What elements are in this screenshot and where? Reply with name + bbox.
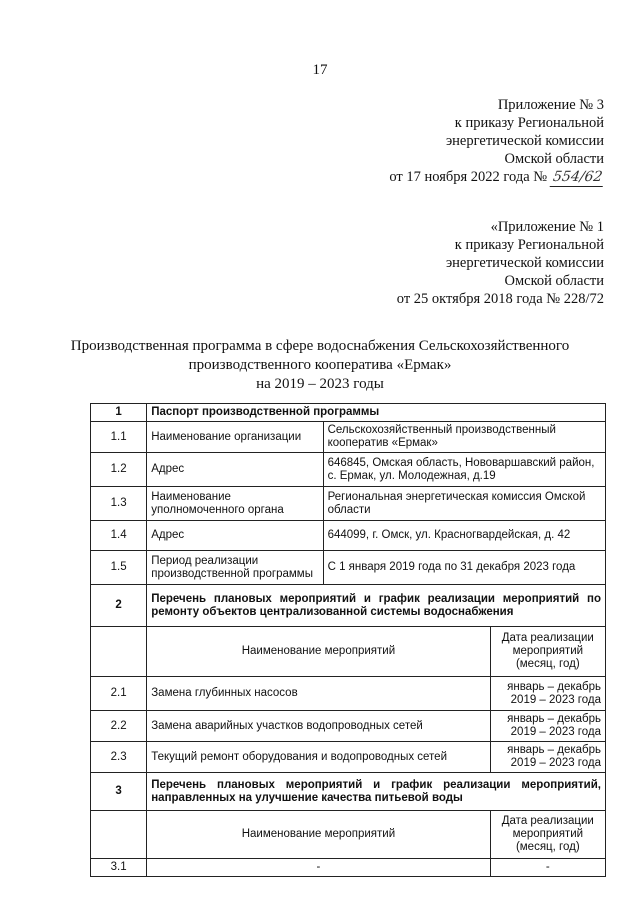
appendix-current-line3: энергетической комиссии bbox=[445, 133, 604, 149]
document-title bbox=[40, 337, 600, 394]
row-label: Период реализации производственной программы bbox=[147, 551, 323, 585]
row-name: Замена глубинных насосов bbox=[147, 677, 490, 711]
row-num: 2.2 bbox=[91, 711, 147, 742]
empty-cell bbox=[91, 627, 147, 677]
table-row bbox=[91, 551, 606, 585]
page-number: 17 bbox=[312, 62, 328, 78]
row-date: январь – декабрь 2019 – 2023 года bbox=[490, 677, 605, 711]
section1-num: 1 bbox=[91, 404, 147, 422]
row-value: Сельскохозяйственный производственный кооператив «Ермак» bbox=[323, 422, 605, 453]
row-value: 644099, г. Омск, ул. Красногвардейская, д. 42 bbox=[323, 521, 605, 551]
row-label: Адрес bbox=[147, 453, 323, 487]
table-row bbox=[91, 742, 606, 773]
appendix-original-line4: Омской области bbox=[504, 273, 604, 289]
row-date: - bbox=[490, 859, 605, 877]
section2-num: 2 bbox=[91, 585, 147, 627]
row-num: 1.1 bbox=[91, 422, 147, 453]
table-row bbox=[91, 677, 606, 711]
column-date-header: Дата реализации мероприятий (месяц, год) bbox=[490, 811, 605, 859]
row-num: 2.3 bbox=[91, 742, 147, 773]
appendix-current-line4: Омской области bbox=[504, 151, 604, 167]
section1-title: Паспорт производственной программы bbox=[147, 404, 606, 422]
row-label: Наименование уполномоченного органа bbox=[147, 487, 323, 521]
row-date: январь – декабрь 2019 – 2023 года bbox=[490, 711, 605, 742]
column-name-header: Наименование мероприятий bbox=[147, 811, 490, 859]
title-line3: на 2019 – 2023 годы bbox=[256, 376, 384, 392]
row-num: 1.3 bbox=[91, 487, 147, 521]
row-num: 1.5 bbox=[91, 551, 147, 585]
appendix-original-line1: «Приложение № 1 bbox=[490, 219, 604, 235]
row-name: - bbox=[147, 859, 490, 877]
appendix-current-line1: Приложение № 3 bbox=[497, 97, 604, 113]
row-num: 1.4 bbox=[91, 521, 147, 551]
row-label: Наименование организации bbox=[147, 422, 323, 453]
row-value: С 1 января 2019 года по 31 декабря 2023 года bbox=[323, 551, 605, 585]
section3-title: Перечень плановых мероприятий и график реализации мероприятий, направленных на улучшение качества питьевой воды bbox=[147, 773, 606, 811]
table-row bbox=[91, 521, 606, 551]
row-num: 1.2 bbox=[91, 453, 147, 487]
appendix-original-line2: к приказу Региональной bbox=[454, 237, 604, 253]
handwritten-order-number: 554/62 bbox=[549, 168, 605, 187]
empty-cell bbox=[91, 811, 147, 859]
appendix-current-line2: к приказу Региональной bbox=[454, 115, 604, 131]
column-name-header: Наименование мероприятий bbox=[147, 627, 490, 677]
appendix-current-line5 bbox=[389, 168, 604, 187]
table-row bbox=[91, 422, 606, 453]
section3-columns-row bbox=[91, 811, 606, 859]
section2-columns-row bbox=[91, 627, 606, 677]
appendix-current bbox=[389, 96, 604, 187]
section3-header-row bbox=[91, 773, 606, 811]
row-name: Текущий ремонт оборудования и водопроводных сетей bbox=[147, 742, 490, 773]
appendix-original-line3: энергетической комиссии bbox=[445, 255, 604, 271]
section1-header-row bbox=[91, 404, 606, 422]
section2-title: Перечень плановых мероприятий и график реализации мероприятий по ремонту объектов централизованной системы водоснабжения bbox=[147, 585, 606, 627]
section2-header-row bbox=[91, 585, 606, 627]
row-num: 3.1 bbox=[91, 859, 147, 877]
title-line2: производственного кооператива «Ермак» bbox=[188, 357, 452, 373]
row-label: Адрес bbox=[147, 521, 323, 551]
row-value: 646845, Омская область, Нововаршавский район, с. Ермак, ул. Молодежная, д.19 bbox=[323, 453, 605, 487]
row-num: 2.1 bbox=[91, 677, 147, 711]
table-row bbox=[91, 487, 606, 521]
row-value: Региональная энергетическая комиссия Омской области bbox=[323, 487, 605, 521]
column-date-header: Дата реализации мероприятий (месяц, год) bbox=[490, 627, 605, 677]
program-table bbox=[90, 403, 606, 877]
appendix-original-line5: от 25 октября 2018 года № 228/72 bbox=[396, 291, 604, 307]
appendix-original bbox=[397, 218, 604, 308]
section3-num: 3 bbox=[91, 773, 147, 811]
row-name: Замена аварийных участков водопроводных сетей bbox=[147, 711, 490, 742]
table-row bbox=[91, 453, 606, 487]
appendix-current-date: от 17 ноября 2022 года № bbox=[389, 169, 548, 185]
table-row bbox=[91, 859, 606, 877]
title-line1: Производственная программа в сфере водоснабжения Сельскохозяйственного bbox=[70, 338, 570, 354]
table-row bbox=[91, 711, 606, 742]
row-date: январь – декабрь 2019 – 2023 года bbox=[490, 742, 605, 773]
